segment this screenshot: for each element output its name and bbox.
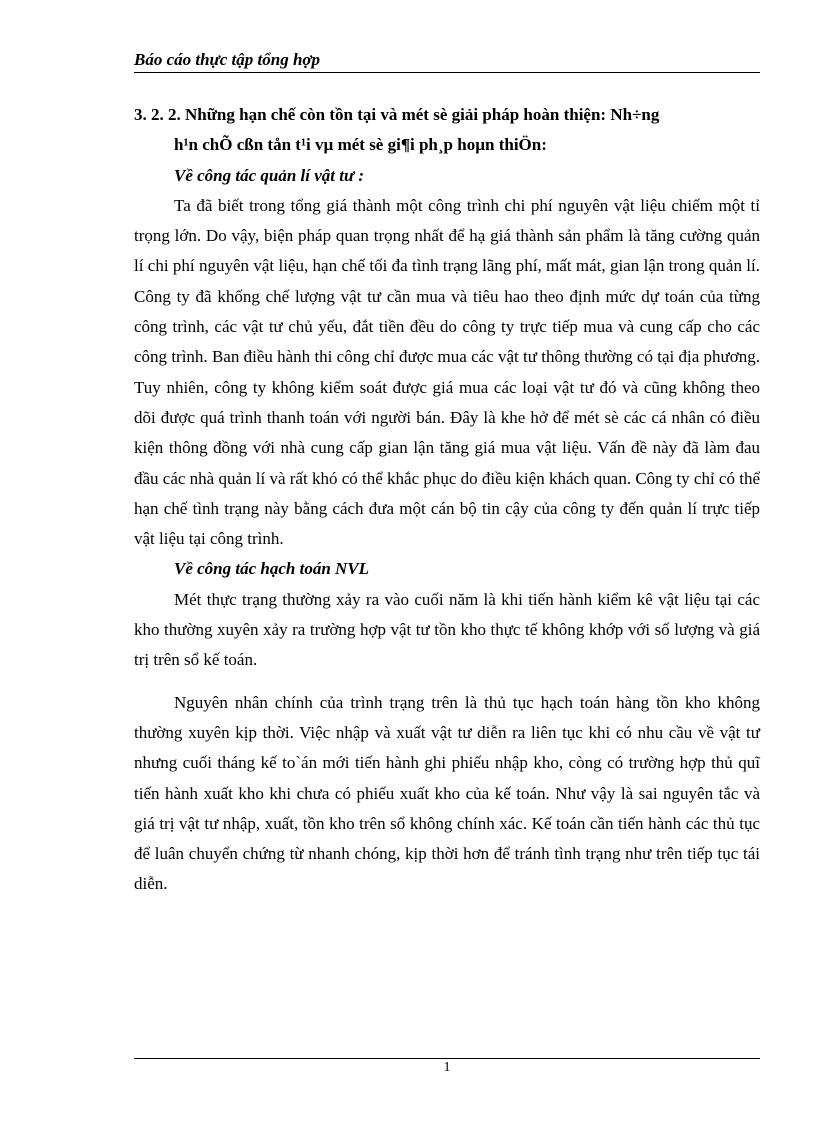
page-header-title: Báo cáo thực tập tổng hợp bbox=[134, 50, 321, 69]
section-title bbox=[134, 100, 760, 161]
subsection-heading-materials: Về công tác quản lí vật tư : bbox=[174, 165, 365, 185]
footer-divider bbox=[134, 1058, 760, 1059]
subsection-heading-accounting: Về công tác hạch toán NVL bbox=[174, 559, 370, 579]
section-title-line1: 3. 2. 2. Những hạn chế còn tồn tại và mét sè giải pháp hoàn thiện: Nh÷ng bbox=[134, 105, 660, 124]
paragraph-inventory-count: Mét thực trạng thường xảy ra vào cuối năm là khi tiến hành kiểm kê vật liệu tại các kho thường xuyên xảy ra trường hợp vật tư tồn kho thực tế không khớp với số lượng và giá trị trên sổ kế toán. bbox=[134, 589, 760, 670]
paragraph-materials-management: Ta đã biết trong tổng giá thành một công trình chi phí nguyên vật liệu chiếm một tỉ trọng lớn. Do vậy, biện pháp quan trọng nhất để hạ giá thành sản phẩm là tăng cường quản lí chi phí nguyên vật liệu, hạn chế tối đa tình trạng lãng phí, mất mát, gian lận trong quản lí. Công ty đã khống chế lượng vật tư cần mua và tiêu hao theo định mức dự toán của từng công trình, các vật tư chủ yếu, đắt tiền đều do công ty trực tiếp mua và cung cấp cho các công trình. Ban điều hành thi công chỉ được mua các vật tư thông thường có tại địa phương. Tuy nhiên, công ty không kiểm soát được giá mua các loại vật tư đó và cũng không theo dõi được quá trình thanh toán với người bán. Đây là khe hở để mét sè các cá nhân có điều kiện thông đồng với nhà cung cấp gian lận tăng giá mua vật liệu. Vấn đề này đã làm đau đầu các nhà quản lí và rất khó có thể khắc phục do điều kiện khách quan. Công ty chỉ có thể hạn chế tình trạng này bằng cách đưa một cán bộ tin cậy của công ty đến quản lí trực tiếp vật liệu tại công trình. bbox=[134, 195, 760, 549]
page-number: 1 bbox=[443, 1060, 451, 1075]
paragraph-root-cause: Nguyên nhân chính của trình trạng trên là thủ tục hạch toán hàng tồn kho không thường xuyên kịp thời. Việc nhập và xuất vật tư diễn ra liên tục khi có nhu cầu về vật tư nhưng cuối tháng kế to`án mới tiến hành ghi phiếu nhập kho, còng có trường hợp thủ quĩ tiến hành xuất kho khi chưa có phiếu xuất kho của kế toán. Như vậy là sai nguyên tắc và giá trị vật tư nhập, xuất, tồn kho trên sổ không chính xác. Kế toán cần tiến hành các thủ tục để luân chuyển chứng từ nhanh chóng, kịp thời hơn để tránh tình trạng như trên tiếp tục tái diễn. bbox=[134, 692, 760, 894]
document-body bbox=[134, 100, 760, 900]
header-divider bbox=[134, 72, 760, 73]
section-title-line2: h¹n chÕ cßn tån t¹i vµ mét sè gi¶i ph¸p hoµn thiÖn: bbox=[174, 135, 547, 155]
